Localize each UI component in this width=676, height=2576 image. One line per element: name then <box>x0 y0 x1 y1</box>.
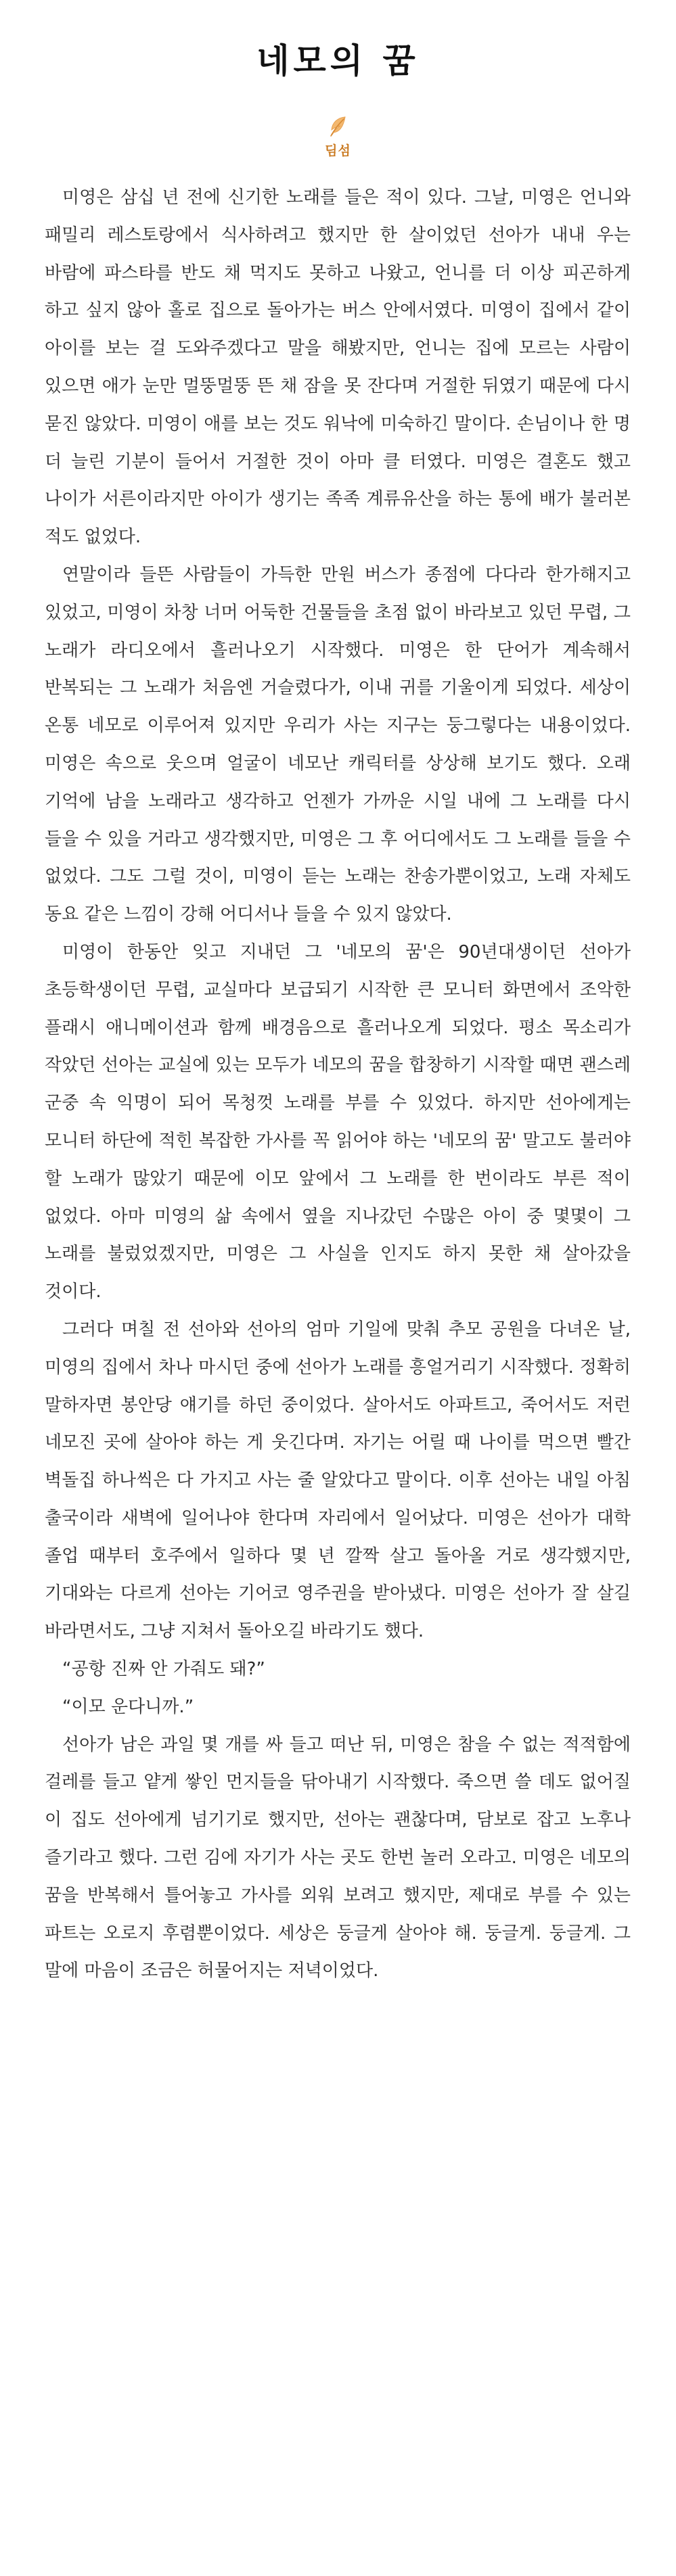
story-title: 네모의 꿈 <box>256 41 420 80</box>
dialogue-line: “공항 진짜 안 가줘도 돼?” <box>62 1659 265 1680</box>
paragraph: 선아가 남은 과일 몇 개를 싸 들고 떠난 뒤, 미영은 참을 수 없는 적적함에 걸레를 들고 얕게 쌓인 먼지들을 닦아내기 시작했다. 죽으면 쓸 데도 없어질 이 집도 선아에게 넘기기로 했지만, 선아는 괜찮다며, 담보로 잡고 노후나 즐기라고 했다. 그런 김에 자기가 사는 곳도 한번 놀러 오라고. 미영은 네모의 꿈을 반복해서 틀어놓고 가사를 외워 보려고 했지만, 제대로 부를 수 있는 파트는 오로지 후렴뿐이었다. 세상은 둥글게 살아야 해. 둥글게. 둥글게. 그 말에 마음이 조금은 허물어지는 저녁이었다. <box>45 1734 631 1982</box>
author-name: 딤섬 <box>325 143 351 158</box>
feather-icon <box>328 115 348 138</box>
paragraph: 그러다 며칠 전 선아와 선아의 엄마 기일에 맞춰 추모 공원을 다녀온 날, 미영의 집에서 차나 마시던 중에 선아가 노래를 흥얼거리기 시작했다. 정확히 말하자면 봉안당 얘기를 하던 중이었다. 살아서도 아파트고, 죽어서도 저런 네모진 곳에 살아야 하는 게 웃긴다며. 자기는 어릴 때 나이를 먹으면 빨간 벽돌집 하나씩은 다 가지고 사는 줄 알았다고 말이다. 이후 선아는 내일 아침 출국이라 새벽에 일어나야 한다며 자리에서 일어났다. 미영은 선아가 대학 졸업 때부터 호주에서 일하다 몇 년 깔짝 살고 돌아올 거로 생각했지만, 기대와는 다르게 선아는 기어코 영주권을 받아냈다. 미영은 선아가 잘 살길 바라면서도, 그냥 지쳐서 돌아오길 바라기도 했다. <box>45 1319 631 1642</box>
paragraph: 연말이라 들뜬 사람들이 가득한 만원 버스가 종점에 다다라 한가해지고 있었고, 미영이 차창 너머 어둑한 건물들을 초점 없이 바라보고 있던 무렵, 그 노래가 라디오에서 흘러나오기 시작했다. 미영은 한 단어가 계속해서 반복되는 그 노래가 처음엔 거슬렸다가, 이내 귀를 기울이게 되었다. 세상이 온통 네모로 이루어져 있지만 우리가 사는 지구는 둥그렇다는 내용이었다. 미영은 속으로 웃으며 얼굴이 네모난 캐릭터를 상상해 보기도 했다. 오래 기억에 남을 노래라고 생각하고 언젠가 가까운 시일 내에 그 노래를 다시 들을 수 있을 거라고 생각했지만, 미영은 그 후 어디에서도 그 노래를 들을 수 없었다. 그도 그럴 것이, 미영이 듣는 노래는 찬송가뿐이었고, 노래 자체도 동요 같은 느낌이 강해 어디서나 들을 수 있지 않았다. <box>45 564 631 925</box>
dialogue-line: “이모 운다니까.” <box>62 1696 194 1717</box>
paragraph: 미영이 한동안 잊고 지내던 그 '네모의 꿈'은 90년대생이던 선아가 초등학생이던 무렵, 교실마다 보급되기 시작한 큰 모니터 화면에서 조악한 플래시 애니메이션과 함께 배경음으로 흘러나오게 되었다. 평소 목소리가 작았던 선아는 교실에 있는 모두가 네모의 꿈을 합창하기 시작할 때면 괜스레 군중 속 익명이 되어 목청껏 노래를 부를 수 있었다. 하지만 선아에게는 모니터 하단에 적힌 복잡한 가사를 꼭 읽어야 하는 '네모의 꿈' 말고도 불러야 할 노래가 많았기 때문에 이모 앞에서 그 노래를 한 번이라도 부른 적이 없었다. 아마 미영의 삶 속에서 옆을 지나갔던 수많은 아이 중 몇몇이 그 노래를 불렀었겠지만, 미영은 그 사실을 인지도 하지 못한 채 살아갔을 것이다. <box>45 941 631 1303</box>
author-block <box>0 115 676 159</box>
story-body <box>45 179 631 1990</box>
paragraph: 미영은 삼십 년 전에 신기한 노래를 들은 적이 있다. 그날, 미영은 언니와 패밀리 레스토랑에서 식사하려고 했지만 한 살이었던 선아가 내내 우는 바람에 파스타를 반도 채 먹지도 못하고 나왔고, 언니를 더 이상 피곤하게 하고 싶지 않아 홀로 집으로 돌아가는 버스 안에서였다. 미영이 집에서 같이 아이를 보는 걸 도와주겠다고 말을 해봤지만, 언니는 집에 모르는 사람이 있으면 애가 눈만 멀뚱멀뚱 뜬 채 잠을 못 잔다며 거절한 뒤였기 때문에 다시 묻진 않았다. 미영이 애를 보는 것도 워낙에 미숙하긴 말이다. 손님이나 한 명 더 늘린 기분이 들어서 거절한 것이 아마 클 터였다. 미영은 결혼도 했고 나이가 서른이라지만 아이가 생기는 족족 계류유산을 하는 통에 배가 불러본 적도 없었다. <box>45 187 631 548</box>
